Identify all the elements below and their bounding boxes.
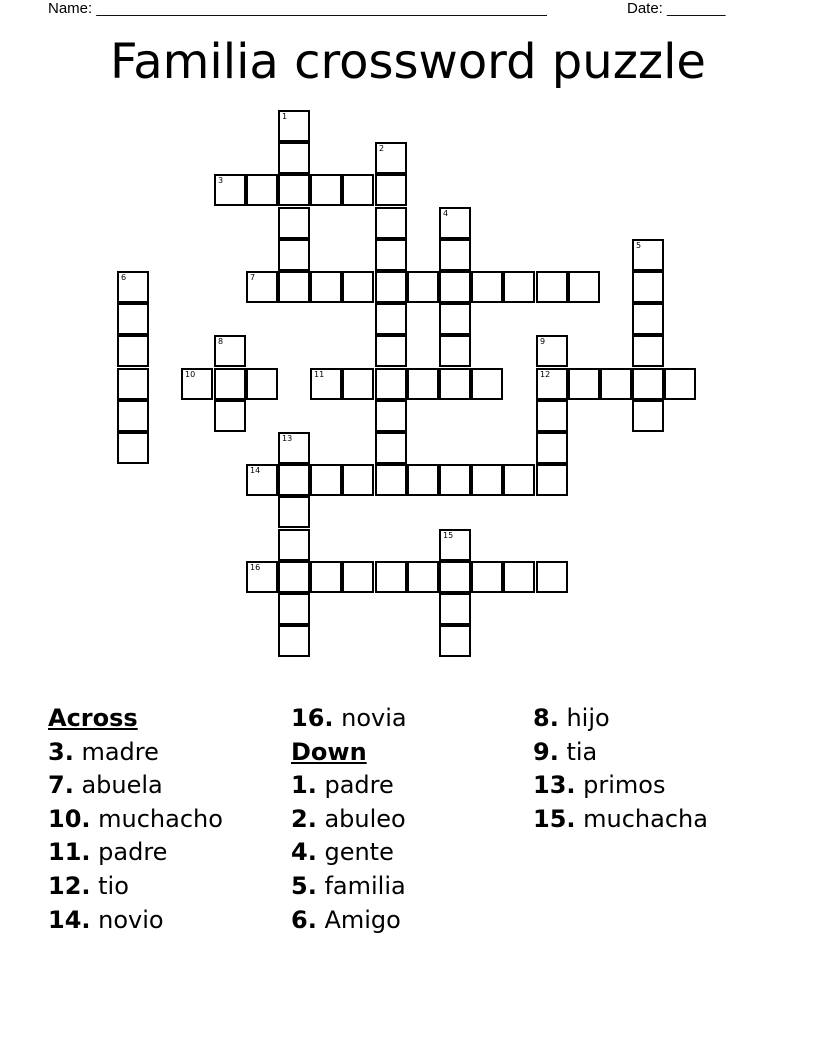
grid-cell[interactable]: [342, 561, 374, 593]
grid-cell[interactable]: [375, 174, 407, 206]
grid-cell[interactable]: [246, 271, 278, 303]
clue-item-number: 14.: [48, 905, 91, 934]
clue-item: [48, 904, 223, 938]
grid-cell[interactable]: [375, 400, 407, 432]
grid-cell[interactable]: [439, 561, 471, 593]
page-title: Familia crossword puzzle: [110, 34, 706, 90]
clue-heading: Across: [48, 704, 138, 732]
grid-cell[interactable]: [278, 239, 310, 271]
clues-column-3: [533, 702, 708, 836]
grid-cell[interactable]: [375, 303, 407, 335]
clue-number: 12: [540, 370, 551, 379]
grid-cell[interactable]: [181, 368, 213, 400]
grid-cell[interactable]: [310, 271, 342, 303]
clue-number: 9: [540, 337, 546, 346]
grid-cell[interactable]: [375, 207, 407, 239]
grid-cell[interactable]: [439, 335, 471, 367]
grid-cell[interactable]: [503, 561, 535, 593]
grid-cell[interactable]: [664, 368, 696, 400]
clue-item: [48, 736, 223, 770]
clue-item-number: 15.: [533, 804, 576, 833]
grid-cell[interactable]: [310, 464, 342, 496]
grid-cell[interactable]: [310, 368, 342, 400]
clue-item-number: 9.: [533, 737, 559, 766]
clue-heading: Down: [291, 737, 367, 766]
clue-number: 7: [250, 273, 256, 282]
grid-cell[interactable]: [342, 174, 374, 206]
grid-cell[interactable]: [439, 464, 471, 496]
clue-item: [291, 803, 407, 837]
grid-cell[interactable]: [278, 432, 310, 464]
clue-item-number: 12.: [48, 871, 91, 900]
clue-item-text: hijo: [558, 704, 610, 732]
grid-cell[interactable]: [117, 368, 149, 400]
grid-cell[interactable]: [214, 368, 246, 400]
grid-cell[interactable]: [375, 239, 407, 271]
clue-number: 4: [443, 209, 449, 218]
grid-cell[interactable]: [536, 561, 568, 593]
grid-cell[interactable]: [439, 593, 471, 625]
clue-item-number: 3.: [48, 737, 74, 766]
grid-cell[interactable]: [246, 464, 278, 496]
grid-cell[interactable]: [246, 368, 278, 400]
grid-cell[interactable]: [310, 561, 342, 593]
grid-cell[interactable]: [632, 239, 664, 271]
grid-cell[interactable]: [536, 432, 568, 464]
clue-number: 2: [379, 144, 385, 153]
grid-cell[interactable]: [471, 271, 503, 303]
grid-cell[interactable]: [375, 432, 407, 464]
clue-number: 8: [218, 337, 224, 346]
grid-cell[interactable]: [214, 174, 246, 206]
clue-item-text: abuleo: [316, 804, 406, 833]
grid-cell[interactable]: [117, 303, 149, 335]
grid-cell[interactable]: [375, 464, 407, 496]
clues-column-2: [291, 702, 407, 937]
grid-cell[interactable]: [375, 561, 407, 593]
grid-cell[interactable]: [117, 432, 149, 464]
clue-item: [291, 702, 407, 736]
grid-cell[interactable]: [278, 174, 310, 206]
grid-cell[interactable]: [439, 529, 471, 561]
clue-item-text: primos: [575, 771, 666, 800]
clue-item: [533, 769, 708, 803]
clue-number: 14: [250, 466, 261, 475]
clue-item: [48, 836, 223, 870]
clue-item: [533, 736, 708, 770]
grid-cell[interactable]: [278, 496, 310, 528]
clue-number: 6: [121, 273, 127, 282]
grid-cell[interactable]: [310, 174, 342, 206]
clue-number: 13: [282, 434, 293, 443]
grid-cell[interactable]: [600, 368, 632, 400]
grid-cell[interactable]: [439, 271, 471, 303]
clues-column-1: [48, 702, 223, 937]
clue-item-number: 2.: [291, 804, 317, 833]
clue-number: 11: [314, 370, 325, 379]
clue-item-text: Amigo: [316, 905, 401, 934]
clue-item-number: 13.: [533, 771, 576, 800]
grid-cell[interactable]: [407, 271, 439, 303]
grid-cell[interactable]: [342, 464, 374, 496]
grid-cell[interactable]: [342, 368, 374, 400]
grid-cell[interactable]: [471, 368, 503, 400]
grid-cell[interactable]: [278, 561, 310, 593]
grid-cell[interactable]: [632, 368, 664, 400]
clue-item-number: 1.: [291, 771, 317, 800]
grid-cell[interactable]: [439, 368, 471, 400]
clue-item: [291, 904, 407, 938]
grid-cell[interactable]: [342, 271, 374, 303]
grid-cell[interactable]: [471, 464, 503, 496]
grid-cell[interactable]: [246, 174, 278, 206]
grid-cell[interactable]: [278, 207, 310, 239]
clue-item-number: 16.: [291, 704, 334, 732]
grid-cell[interactable]: [632, 271, 664, 303]
clue-item: [48, 803, 223, 837]
clue-item: [48, 769, 223, 803]
clue-item-number: 11.: [48, 838, 91, 867]
grid-cell[interactable]: [536, 335, 568, 367]
grid-cell[interactable]: [278, 625, 310, 657]
grid-cell[interactable]: [632, 303, 664, 335]
grid-cell[interactable]: [278, 110, 310, 142]
clue-item-text: padre: [316, 771, 394, 800]
grid-cell[interactable]: [536, 400, 568, 432]
grid-cell[interactable]: [278, 271, 310, 303]
clue-number: 16: [250, 563, 261, 572]
grid-cell[interactable]: [278, 142, 310, 174]
clue-item-text: gente: [316, 838, 394, 867]
grid-cell[interactable]: [407, 368, 439, 400]
clue-item-number: 10.: [48, 804, 91, 833]
grid-cell[interactable]: [439, 207, 471, 239]
clue-item-text: muchacho: [90, 804, 223, 833]
grid-cell[interactable]: [375, 335, 407, 367]
grid-cell[interactable]: [439, 303, 471, 335]
clue-number: 10: [185, 370, 196, 379]
date-field[interactable]: Date: _______: [627, 0, 726, 17]
grid-cell[interactable]: [471, 561, 503, 593]
grid-cell[interactable]: [407, 561, 439, 593]
grid-cell[interactable]: [568, 271, 600, 303]
grid-cell[interactable]: [568, 368, 600, 400]
grid-cell[interactable]: [214, 335, 246, 367]
grid-cell[interactable]: [375, 271, 407, 303]
clue-number: 5: [636, 241, 642, 250]
clue-item-number: 4.: [291, 838, 317, 867]
clue-item-number: 7.: [48, 771, 74, 800]
clue-item: [48, 870, 223, 904]
clue-number: 1: [282, 112, 288, 121]
clue-item: [533, 803, 708, 837]
clue-item-number: 5.: [291, 871, 317, 900]
grid-cell[interactable]: [278, 529, 310, 561]
grid-cell[interactable]: [278, 593, 310, 625]
grid-cell[interactable]: [375, 142, 407, 174]
grid-cell[interactable]: [246, 561, 278, 593]
grid-cell[interactable]: [117, 271, 149, 303]
clue-number: 15: [443, 531, 454, 540]
clue-item-text: novio: [90, 905, 164, 934]
grid-cell[interactable]: [439, 625, 471, 657]
clue-item-text: padre: [90, 838, 168, 867]
clue-item-text: abuela: [73, 771, 163, 800]
grid-cell[interactable]: [278, 464, 310, 496]
clue-item-number: 6.: [291, 905, 317, 934]
grid-cell[interactable]: [503, 271, 535, 303]
clue-item-text: tio: [90, 871, 129, 900]
grid-cell[interactable]: [503, 464, 535, 496]
grid-cell[interactable]: [632, 400, 664, 432]
grid-cell[interactable]: [117, 335, 149, 367]
grid-cell[interactable]: [536, 464, 568, 496]
clue-item: [291, 836, 407, 870]
clue-item-text: madre: [73, 737, 159, 766]
grid-cell[interactable]: [632, 335, 664, 367]
clue-item-text: familia: [316, 871, 406, 900]
clue-item-text: novia: [333, 704, 407, 732]
grid-cell[interactable]: [536, 271, 568, 303]
clue-item-text: muchacha: [575, 804, 708, 833]
grid-cell[interactable]: [407, 464, 439, 496]
clue-item: [291, 870, 407, 904]
grid-cell[interactable]: [439, 239, 471, 271]
name-field[interactable]: Name: ______________________________________________________: [48, 0, 547, 17]
clue-item-text: tia: [558, 737, 598, 766]
grid-cell[interactable]: [214, 400, 246, 432]
grid-cell[interactable]: [375, 368, 407, 400]
clue-item: [533, 702, 708, 736]
grid-cell[interactable]: [117, 400, 149, 432]
clue-item: [291, 769, 407, 803]
clue-number: 3: [218, 176, 224, 185]
grid-cell[interactable]: [536, 368, 568, 400]
clue-item-number: 8.: [533, 704, 559, 732]
